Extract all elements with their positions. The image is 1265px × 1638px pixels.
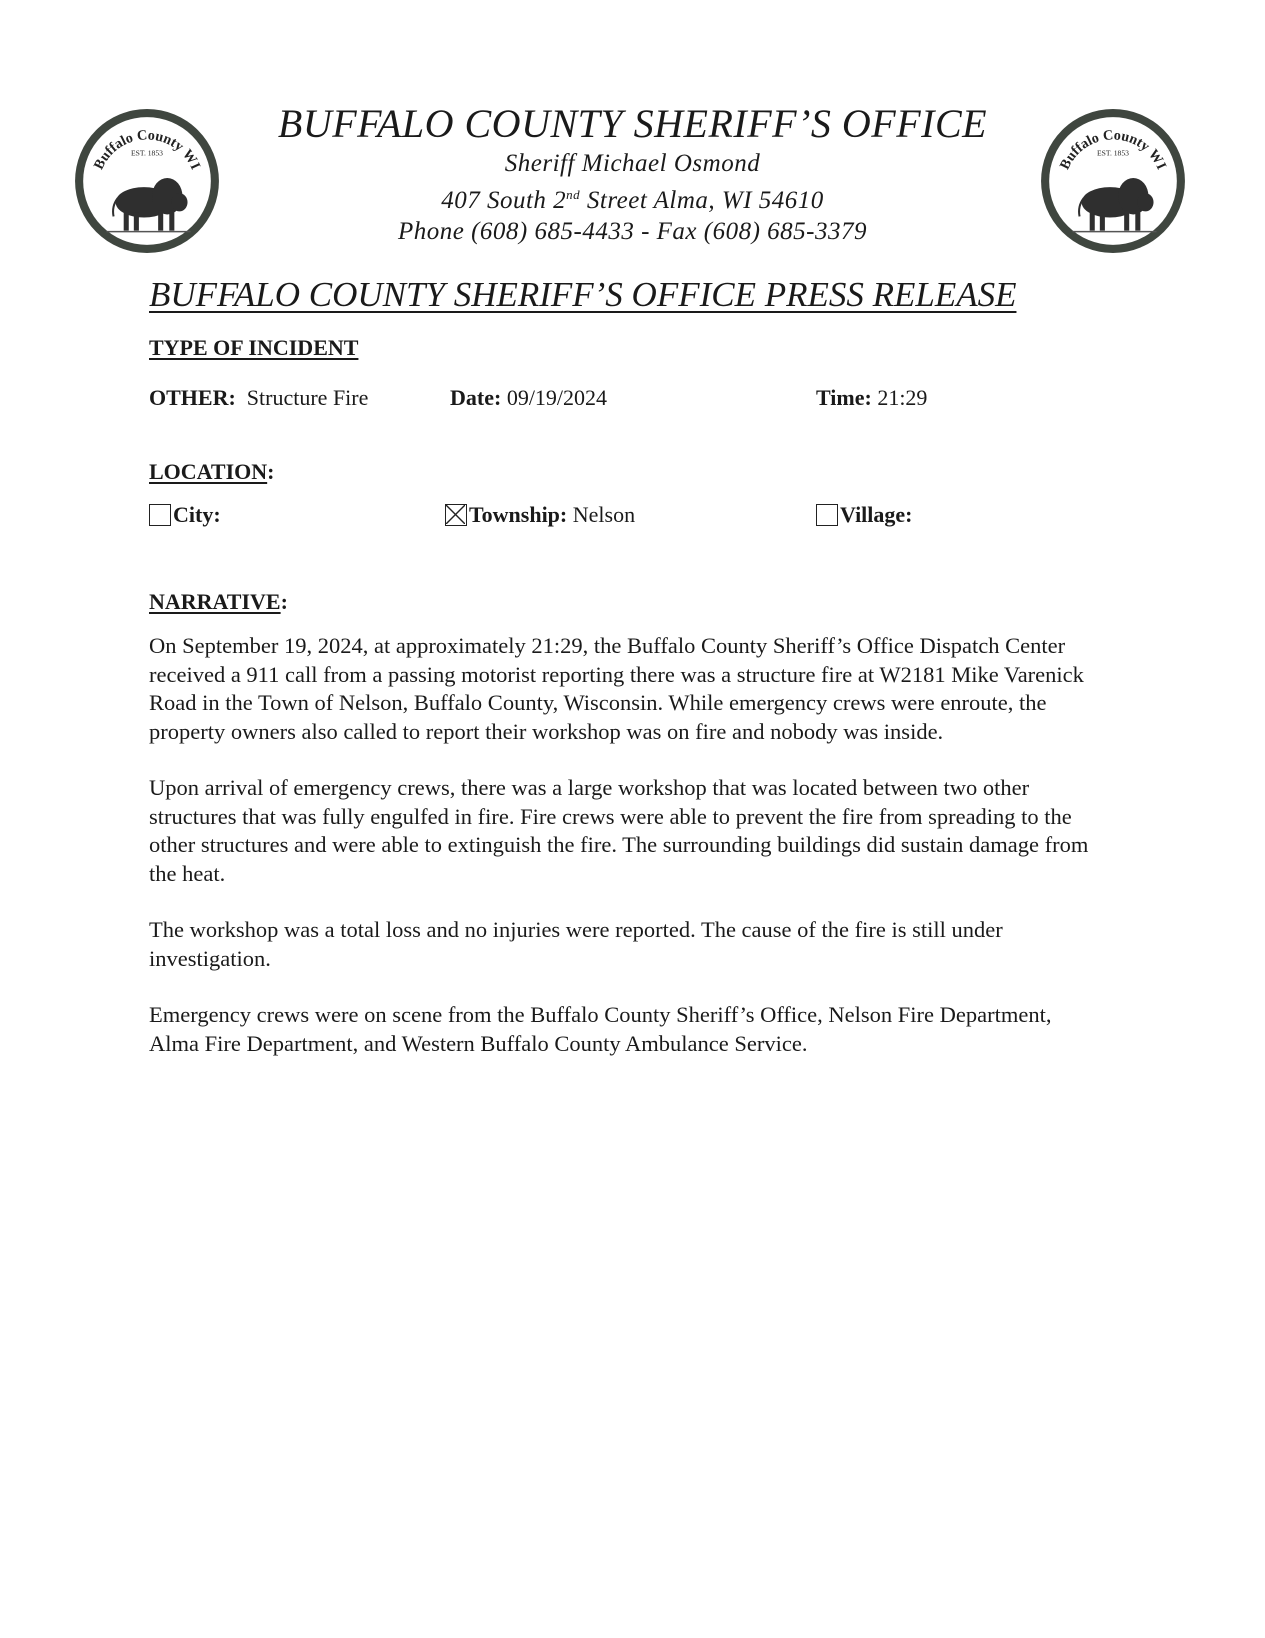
incident-time <box>816 385 927 411</box>
date-label: Date: <box>450 385 502 410</box>
location-heading-colon: : <box>267 459 275 484</box>
city-checkbox[interactable] <box>149 504 171 526</box>
type-of-incident-heading: TYPE OF INCIDENT <box>149 335 359 360</box>
location-village <box>816 502 913 528</box>
other-label: OTHER: <box>149 385 236 410</box>
location-heading <box>149 459 275 485</box>
incident-date <box>450 385 607 411</box>
county-seal-logo-right <box>1037 105 1189 257</box>
village-checkbox[interactable] <box>816 504 838 526</box>
address-ordinal: nd <box>566 187 581 202</box>
city-label: City: <box>173 502 221 527</box>
location-township <box>445 502 635 528</box>
phone-fax: Phone (608) 685-4433 - Fax (608) 685-3379 <box>397 218 867 245</box>
location-city <box>149 502 221 528</box>
letterhead <box>230 100 1035 247</box>
township-checkbox[interactable] <box>445 504 467 526</box>
township-value: Nelson <box>572 502 636 527</box>
time-value: 21:29 <box>877 385 928 410</box>
svg-text:Buffalo County WI: Buffalo County WI <box>90 127 204 173</box>
narrative-body <box>149 632 1099 1086</box>
svg-text:EST. 1853: EST. 1853 <box>1097 148 1129 158</box>
narrative-paragraph: The workshop was a total loss and no injuries were reported. The cause of the fire is still under investigation. <box>149 917 1003 971</box>
time-label: Time: <box>816 385 872 410</box>
incident-other <box>149 385 368 411</box>
county-seal-logo-left <box>71 105 223 257</box>
svg-text:Buffalo County WI: Buffalo County WI <box>1056 127 1170 173</box>
date-value: 09/19/2024 <box>506 385 608 410</box>
village-label: Village: <box>840 502 913 527</box>
press-release-title: BUFFALO COUNTY SHERIFF’S OFFICE PRESS RELEASE <box>149 275 1017 314</box>
office-address <box>230 179 1035 216</box>
other-value: Structure Fire <box>246 385 369 410</box>
sheriff-name: Sheriff Michael Osmond <box>504 150 761 177</box>
narrative-heading-colon: : <box>280 589 288 614</box>
narrative-paragraph: Upon arrival of emergency crews, there was a large workshop that was located between two other structures that was fully engulfed in fire. Fire crews were able to prevent the fire from spreading to the other structures and were able to extinguish the fire. The surrounding buildings did sustain damage from the heat. <box>149 775 1089 886</box>
office-title: BUFFALO COUNTY SHERIFF’S OFFICE <box>277 101 988 146</box>
narrative-heading <box>149 589 288 615</box>
narrative-paragraph: On September 19, 2024, at approximately 21:29, the Buffalo County Sheriff’s Office Dispatch Center received a 911 call from a passing motorist reporting there was a structure fire at W2181 Mike Varenick Road in the Town of Nelson, Buffalo County, Wisconsin. While emergency crews were enroute, the property owners also called to report their workshop was on fire and nobody was inside. <box>149 633 1084 744</box>
narrative-paragraph: Emergency crews were on scene from the Buffalo County Sheriff’s Office, Nelson Fire Department, Alma Fire Department, and Western Buffalo County Ambulance Service. <box>149 1002 1052 1056</box>
narrative-heading-label: NARRATIVE <box>149 589 281 614</box>
location-heading-label: LOCATION <box>149 459 268 484</box>
address-prefix: 407 South 2 <box>441 187 567 214</box>
township-label: Township: <box>469 502 568 527</box>
address-suffix: Street Alma, WI 54610 <box>580 187 824 214</box>
svg-text:EST. 1853: EST. 1853 <box>131 148 163 158</box>
checked-x-icon <box>446 505 465 524</box>
